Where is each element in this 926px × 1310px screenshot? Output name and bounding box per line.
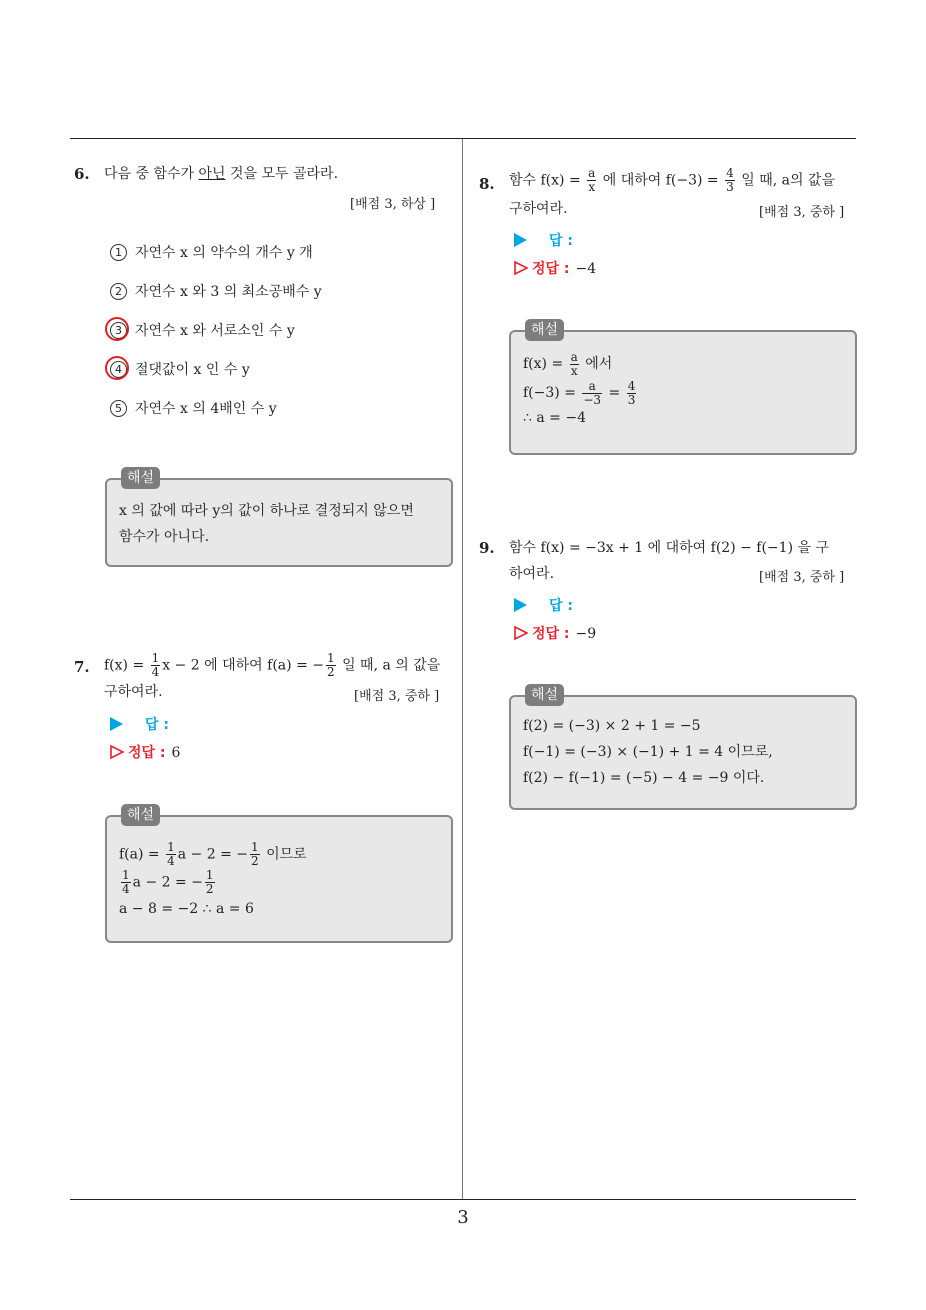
q8-answer-row: 답 : xyxy=(514,230,573,250)
q9-correct-row: 정답 : −9 xyxy=(514,623,596,643)
triangle-outline-icon xyxy=(514,261,528,275)
page-number: 3 xyxy=(457,1207,469,1228)
selected-circle-mark xyxy=(105,317,129,341)
q9-text: 함수 f(x) = −3x + 1 에 대하여 f(2) − f(−1) 을 구 xyxy=(509,540,829,556)
explanation-line: f(2) − f(−1) = (−5) − 4 = −9 이다. xyxy=(523,770,765,786)
q6-choice-4[interactable]: 4 절댓값이 x 인 수 y xyxy=(110,359,250,379)
q9-answer-row: 답 : xyxy=(514,595,573,615)
q7-explanation-box xyxy=(105,807,453,943)
q9-score: [배점 3, 중하 ] xyxy=(759,570,845,585)
choice-5-marker: 5 xyxy=(110,400,127,417)
q7-text-line2: 구하여라. xyxy=(104,684,163,700)
header-rule xyxy=(70,138,856,139)
play-icon xyxy=(514,233,527,247)
q7-correct-row: 정답 : 6 xyxy=(110,742,180,762)
choice-3-marker: 3 xyxy=(110,322,127,339)
explanation-line: f(−1) = (−3) × (−1) + 1 = 4 이므로, xyxy=(523,744,773,760)
q9-number: 9. xyxy=(479,539,495,557)
q6-choice-5[interactable]: 5 자연수 x 의 4배인 수 y xyxy=(110,398,277,418)
play-icon xyxy=(514,598,527,612)
q6-explanation-box xyxy=(105,470,453,567)
triangle-outline-icon xyxy=(514,626,528,640)
q8-correct-row: 정답 : −4 xyxy=(514,258,596,278)
q8-text: 함수 f(x) = $\frac{a}{x}$ 에 대하여 f(−3) = $\frac{4}{3}$ 일 때, a의 값을 xyxy=(509,166,835,194)
q7-number: 7. xyxy=(74,658,90,676)
q7-score: [배점 3, 중하 ] xyxy=(354,689,440,704)
q8-score: [배점 3, 중하 ] xyxy=(759,205,845,220)
q6-choice-1[interactable]: 1 자연수 x 의 약수의 개수 y 개 xyxy=(110,242,313,262)
selected-circle-mark xyxy=(105,356,129,380)
explanation-tag: 해설 xyxy=(525,319,564,341)
explanation-body xyxy=(119,498,441,550)
play-icon xyxy=(110,717,123,731)
explanation-line: f(a) = $\frac{1}{4}$ a − 2 = − $\frac{1}{2}$ 이므로 xyxy=(119,840,307,868)
q7-answer-row: 답 : xyxy=(110,714,169,734)
explanation-line: ∴ a = −4 xyxy=(523,410,586,426)
explanation-line: 함수가 아니다. xyxy=(119,529,210,545)
choice-2-marker: 2 xyxy=(110,283,127,300)
explanation-line: f(2) = (−3) × 2 + 1 = −5 xyxy=(523,718,701,734)
explanation-body xyxy=(523,713,845,791)
q6-score: [배점 3, 하상 ] xyxy=(350,197,436,212)
triangle-outline-icon xyxy=(110,745,124,759)
q8-text-line2: 구하여라. xyxy=(509,201,568,217)
q6-choice-2[interactable]: 2 자연수 x 와 3 의 최소공배수 y xyxy=(110,281,322,301)
q8-number: 8. xyxy=(479,175,495,193)
q7-text: f(x) = $\frac{1}{4}$ x − 2 에 대하여 f(a) = − $\frac{1}{2}$ 일 때, a 의 값을 xyxy=(104,651,441,679)
q9-text-line2: 하여라. xyxy=(509,566,555,582)
footer-rule xyxy=(70,1199,856,1200)
q9-explanation-box xyxy=(509,687,857,810)
q6-text: 다음 중 함수가 아닌 것을 모두 골라라. xyxy=(104,166,339,182)
choice-1-marker: 1 xyxy=(110,244,127,261)
explanation-line: a − 8 = −2 ∴ a = 6 xyxy=(119,901,254,917)
q8-explanation-box xyxy=(509,322,857,455)
explanation-tag: 해설 xyxy=(121,804,160,826)
q6-choice-3[interactable]: 3 자연수 x 와 서로소인 수 y xyxy=(110,320,295,340)
explanation-tag: 해설 xyxy=(121,467,160,489)
explanation-line: $\frac{1}{4}$ a − 2 = − $\frac{1}{2}$ xyxy=(122,867,214,896)
explanation-line: x 의 값에 따라 y의 값이 하나로 결정되지 않으면 xyxy=(119,503,414,519)
explanation-body xyxy=(119,841,441,923)
choice-4-marker: 4 xyxy=(110,361,127,378)
explanation-line: f(x) = $\frac{a}{x}$ 에서 xyxy=(523,349,613,378)
explanation-body xyxy=(523,350,845,428)
explanation-tag: 해설 xyxy=(525,684,564,706)
q6-number: 6. xyxy=(74,165,90,183)
explanation-line: f(−3) = $\frac{a}{-3}$ = $\frac{4}{3}$ xyxy=(523,378,636,407)
column-divider xyxy=(462,139,463,1200)
